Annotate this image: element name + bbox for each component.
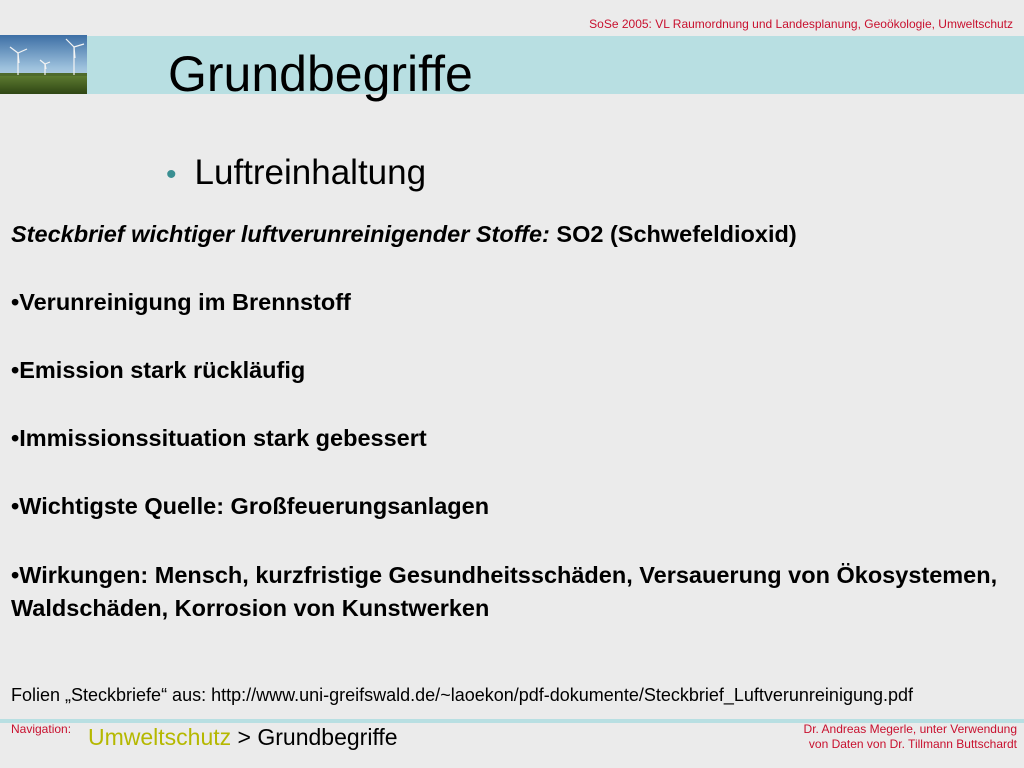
credit-line: von Daten von Dr. Tillmann Buttschardt [808,737,1017,751]
bullet-icon: • [166,158,177,191]
bullet-item: •Emission stark rückläufig [11,357,306,383]
author-credit [804,722,1017,752]
lead-line [11,218,797,250]
credit-line: Dr. Andreas Megerle, unter Verwendung [803,722,1017,736]
breadcrumb [88,722,398,752]
topic-label: Luftreinhaltung [194,153,427,192]
lead-italic: Steckbrief wichtiger luftverunreinigender Stoffe: [11,221,550,247]
source-note: Folien „Steckbriefe“ aus: http://www.uni-greifswald.de/~laoekon/pdf-dokumente/Steckbrief_Luftverunreinigung.pdf [11,685,914,705]
navigation-label: Navigation: [11,722,72,736]
breadcrumb-current: Grundbegriffe [257,724,398,750]
breadcrumb-separator: > [231,724,258,750]
bullet-item: •Verunreinigung im Brennstoff [11,289,351,315]
page-title: Grundbegriffe [168,46,473,102]
lead-substance: SO2 (Schwefeldioxid) [549,221,797,247]
bullet-item: •Wichtigste Quelle: Großfeuerungsanlagen [11,493,490,519]
wind-turbine-photo [0,35,87,94]
breadcrumb-link-umweltschutz[interactable]: Umweltschutz [88,724,232,750]
header-band [0,36,1024,94]
course-caption: SoSe 2005: VL Raumordnung und Landesplanung, Geoökologie, Umweltschutz [589,17,1013,31]
topic-heading [166,151,426,197]
bullet-item: •Immissionssituation stark gebessert [11,425,427,451]
bullet-item: •Wirkungen: Mensch, kurzfristige Gesundheitsschäden, Versauerung von Ökosystemen, Waldschäden, Korrosion von Kunstwerken [11,562,998,621]
